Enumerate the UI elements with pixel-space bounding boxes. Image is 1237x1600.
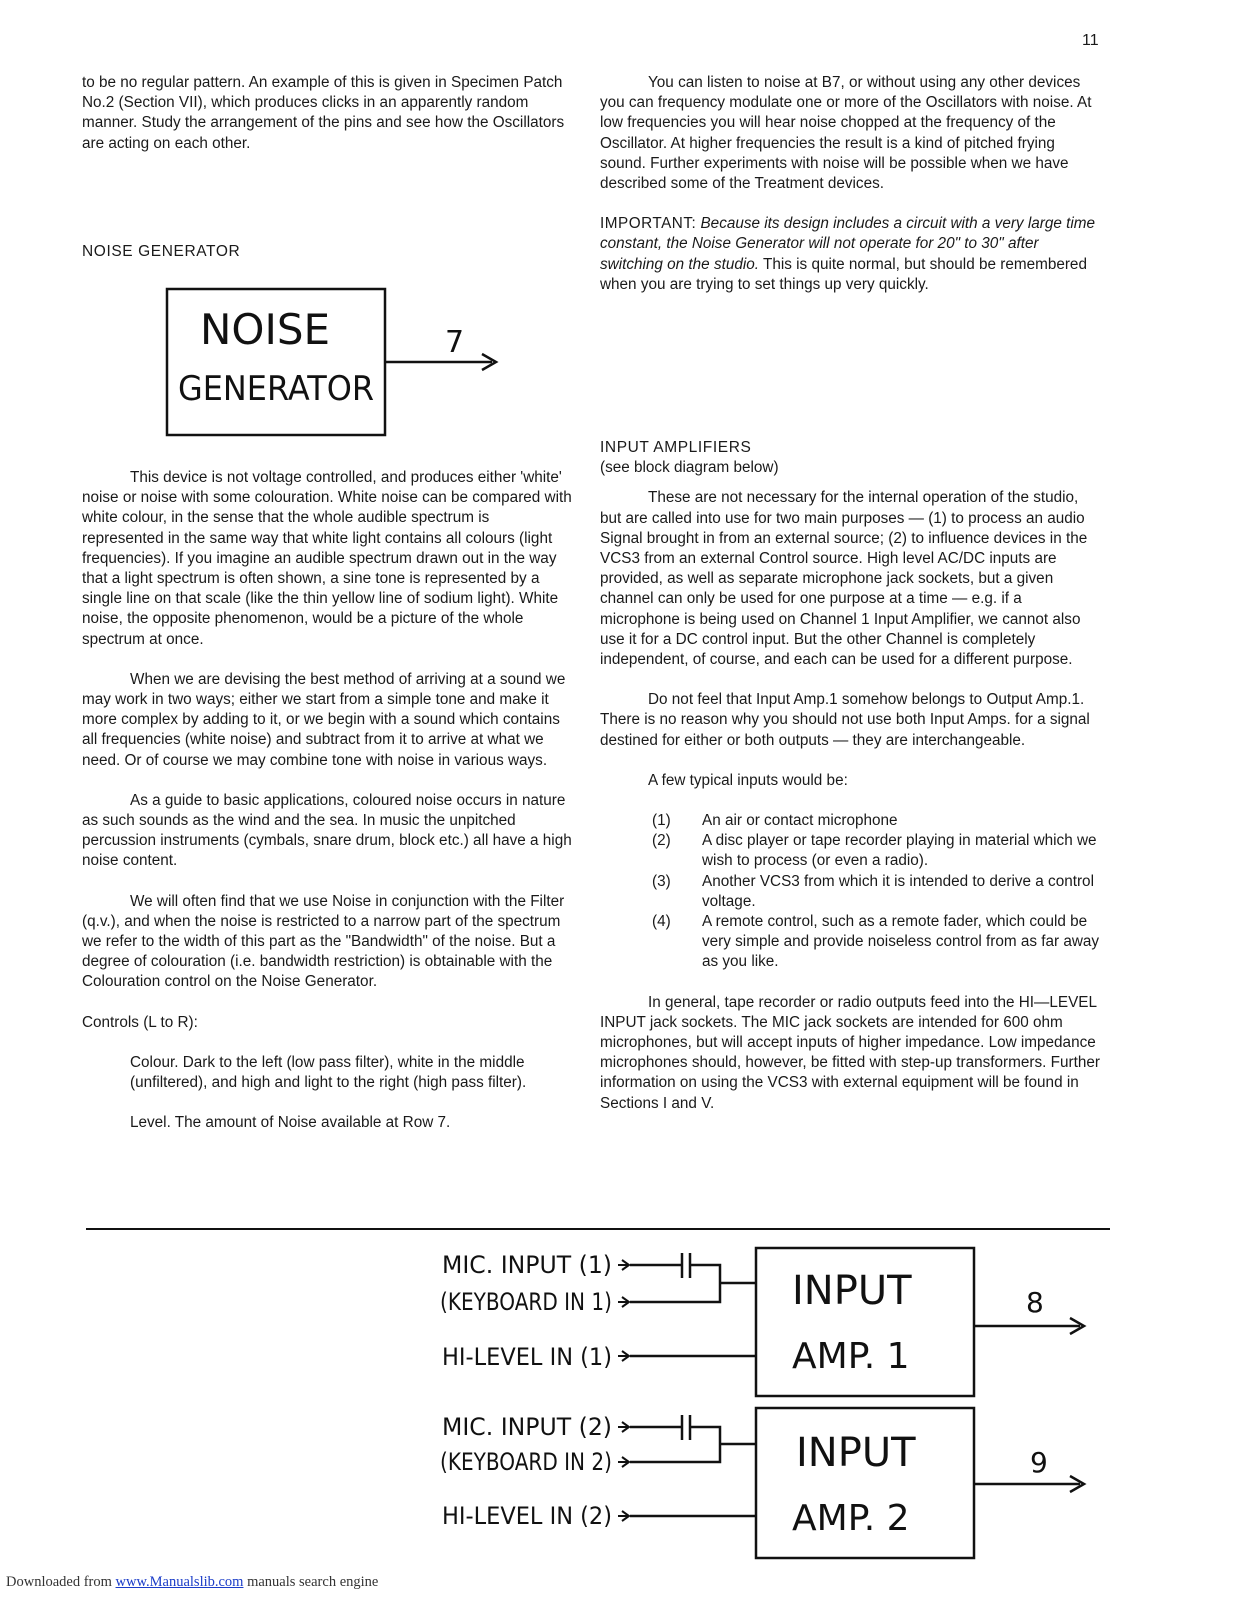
colour-text: . Dark to the left (low pass filter), white in the middle (unfiltered), and high and light to the right (high pass filter). <box>130 1053 527 1092</box>
list-item: (4) A remote control, such as a remote fader, which could be very simple and provide noiseless control from as far away as you like. <box>652 913 1100 971</box>
list-item: (3) Another VCS3 from which it is intended to derive a control voltage. <box>652 872 1094 910</box>
download-footer <box>6 1574 378 1591</box>
amp2-hilevel-arrow <box>618 1511 629 1521</box>
left-column-body <box>82 468 572 1133</box>
input-paragraph-1: These are not necessary for the internal operation of the studio, but are called into use for two main purposes — (1) to process an audio Signal brought in from an external source; (2) to influence devices in the VCS3 from an external Control source. High level AC/DC inputs are provided, as well as separate microphone jack sockets, but a given channel can only be used for one purpose at a time — e.g. if a microphone is being used on Channel 1 Input Amplifier, we cannot also use it for a DC control input. But the other Channel is completely independent, of course, and each can be used for a different purpose. <box>600 489 1088 669</box>
amp1-box-line2: AMP. 1 <box>792 1336 910 1377</box>
amp1-box-line1: INPUT <box>792 1268 912 1314</box>
noise-listen-paragraph: You can listen to noise at B7, or without using any other devices you can frequency modulate one or more of the Oscillators with noise. At low frequencies you will hear noise chopped at the frequency of the Oscillator. At higher frequencies the result is a kind of pitched frying sound. Further experiments with noise will be possible when we have described some of the Treatment devices. <box>600 74 1092 193</box>
amp2-mic-label: MIC. INPUT (2) <box>442 1413 612 1441</box>
input-amp-1-group <box>440 1248 1084 1396</box>
important-rest-text: This is quite normal, but should be remembered when you are trying to set things up very quickly. <box>600 255 1087 293</box>
amp2-output-number: 9 <box>1030 1446 1048 1479</box>
noise-paragraph-4: We will often find that we use Noise in conjunction with the Filter (q.v.), and when the noise is restricted to a narrow part of the spectrum we refer to the width of this part as the "Bandwidth" of the noise. But a degree of colouration (i.e. bandwidth restriction) is obtainable with the Colouration control on the Noise Generator. <box>82 892 565 991</box>
input-paragraph-4: In general, tape recorder or radio outputs feed into the HI—LEVEL INPUT jack sockets. The MIC jack sockets are intended for 600 ohm microphones, but will accept inputs of higher impedance. Low impedance microphones should, however, be fitted with step-up transformers. Further information on using the VCS3 with external equipment will be found in Sections I and V. <box>600 993 1100 1112</box>
amp2-hilevel-label: HI-LEVEL IN (2) <box>442 1502 612 1530</box>
input-amplifier-diagram <box>430 1238 1110 1568</box>
intro-paragraph: to be no regular pattern. An example of this is given in Specimen Patch No.2 (Section VII), which produces clicks in an apparently random manner. Study the arrangement of the pins and see how the Oscillators are acting on each other. <box>82 74 565 152</box>
noise-generator-diagram <box>160 282 510 442</box>
page-number: 11 <box>1082 32 1099 49</box>
list-item: (1) An air or contact microphone <box>652 812 898 830</box>
noise-output-number: 7 <box>445 325 465 360</box>
important-note <box>600 214 1100 295</box>
level-label: Level <box>130 1114 167 1132</box>
amp1-mic-label: MIC. INPUT (1) <box>442 1251 612 1279</box>
amp2-mic-wire <box>630 1415 756 1462</box>
section-divider <box>86 1228 1110 1230</box>
footer-prefix: Downloaded from <box>6 1574 116 1590</box>
input-paragraph-2: Do not feel that Input Amp.1 somehow belongs to Output Amp.1. There is no reason why you should not use both Input Amps. for a signal destined for either or both outputs — they are interchangeable. <box>600 691 1090 749</box>
colour-label: Colour <box>130 1053 175 1071</box>
amp2-box-line2: AMP. 2 <box>792 1498 910 1539</box>
right-column <box>600 73 1100 295</box>
typical-inputs-list <box>600 811 1100 973</box>
amp1-keyboard-arrow <box>618 1297 629 1307</box>
left-column <box>82 73 572 154</box>
right-column-input <box>600 438 1100 1114</box>
noise-paragraph-2: When we are devising the best method of arriving at a sound we may work in two ways; either we start from a simple tone and make it more complex by adding to it, or we begin with a sound which contains all frequencies (white noise) and subtract from it to arrive at what we need. Or of course we may combine tone with noise in various ways. <box>82 670 566 769</box>
noise-box-line1: NOISE <box>200 305 331 354</box>
noise-paragraph-3: As a guide to basic applications, coloured noise occurs in nature as such sounds as the wind and the sea. In music the unpitched percussion instruments (cymbals, snare drum, block etc.) all have a high noise content. <box>82 791 572 870</box>
manualslib-link[interactable]: www.Manualslib.com <box>115 1574 244 1590</box>
footer-suffix: manuals search engine <box>243 1574 379 1590</box>
amp2-mic-arrow <box>618 1422 629 1432</box>
important-italic-text: Because its design includes a circuit with a very large time constant, the Noise Generator will not operate for 20" to 30" after switching on the studio. <box>600 215 1095 273</box>
input-amp-2-group <box>440 1408 1084 1558</box>
amp1-keyboard-label: (KEYBOARD IN 1) <box>440 1288 612 1316</box>
noise-generator-heading: NOISE GENERATOR <box>82 243 241 260</box>
noise-box-line2: GENERATOR <box>178 369 374 409</box>
amp2-keyboard-arrow <box>618 1457 629 1467</box>
input-paragraph-3: A few typical inputs would be: <box>648 771 848 789</box>
colour-control <box>82 1053 572 1093</box>
noise-paragraph-1: This device is not voltage controlled, and produces either 'white' noise or noise with some colouration. White noise can be compared with white colour, in the sense that the whole audible spectrum is represented in the same way that white light contains all colours (light frequencies). If you imagine an audible spectrum drawn out in the way that a light spectrum is often shown, a sine tone is represented by a single line on that scale (like the thin yellow line of sodium light). White noise, the opposite phenomenon, would be a picture of the whole spectrum at once. <box>82 469 572 648</box>
amp2-box-line1: INPUT <box>796 1430 916 1476</box>
amp1-mic-wire <box>630 1253 756 1302</box>
input-amplifiers-heading: INPUT AMPLIFIERS <box>600 439 752 456</box>
amp2-keyboard-label: (KEYBOARD IN 2) <box>440 1448 612 1476</box>
list-item: (2) A disc player or tape recorder playing in material which we wish to process (or even a radio). <box>652 832 1097 870</box>
amp1-output-number: 8 <box>1026 1286 1044 1319</box>
input-amplifiers-subheading: (see block diagram below) <box>600 459 779 477</box>
level-text: . The amount of Noise available at Row 7. <box>166 1114 451 1132</box>
amp1-hilevel-label: HI-LEVEL IN (1) <box>442 1343 612 1371</box>
controls-heading: Controls (L to R): <box>82 1013 198 1031</box>
amp1-hilevel-arrow <box>618 1351 629 1361</box>
level-control <box>82 1113 572 1133</box>
amp1-mic-arrow <box>618 1260 629 1270</box>
important-label: IMPORTANT: <box>600 215 697 233</box>
